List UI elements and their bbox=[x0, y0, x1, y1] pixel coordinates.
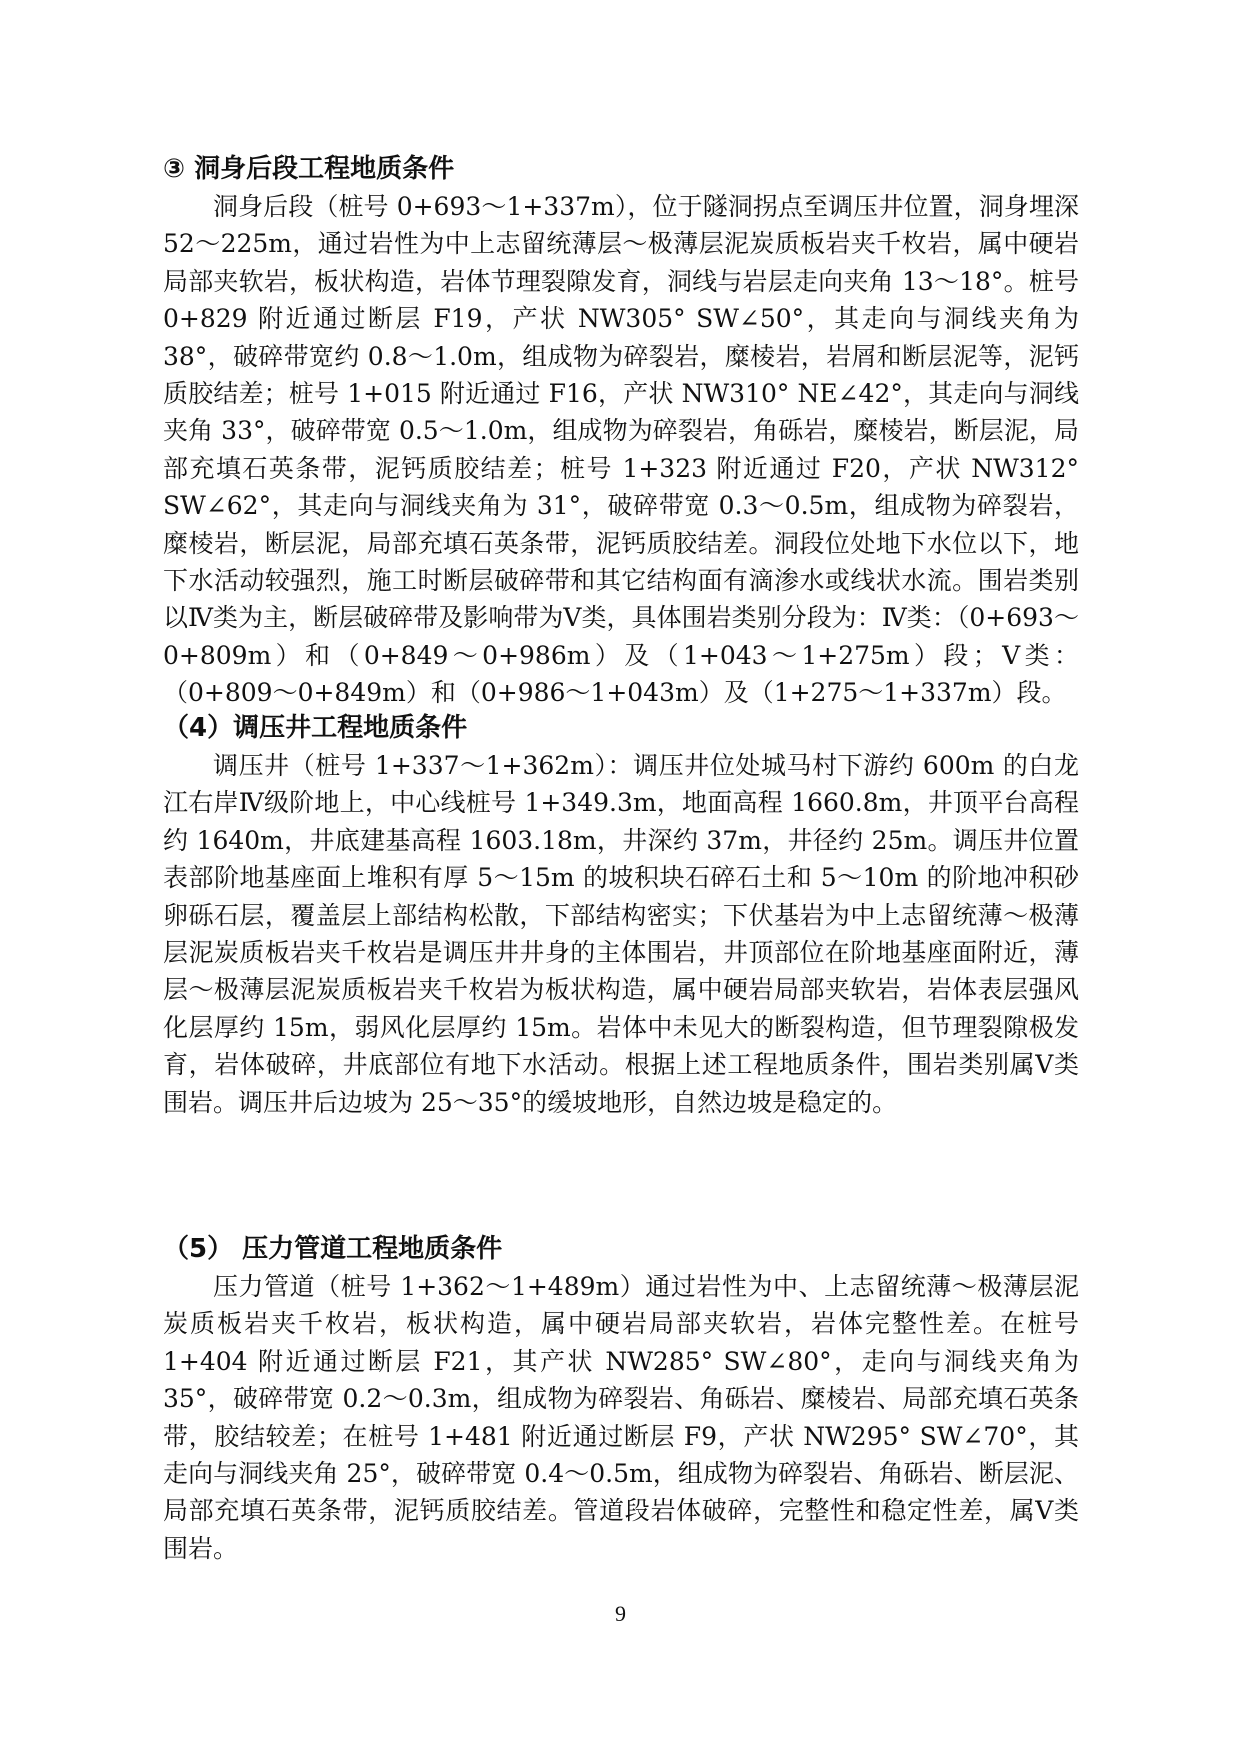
section-body-tunnel-rear: 洞身后段（桩号 0+693～1+337m），位于隧洞拐点至调压井位置，洞身埋深 52～225m，通过岩性为中上志留统薄层～极薄层泥炭质板岩夹千枚岩，属中硬岩局部夹软岩，板状构造，岩体节理裂隙发育，洞线与岩层走向夹角 13～18°。桩号 0+829 附近通过断层 F19，产状 NW305° SW∠50°，其走向与洞线夹角为 38°，破碎带宽约 0.8～1.0m，组成物为碎裂岩，糜棱岩，岩屑和断层泥等，泥钙质胶结差；桩号 1+015 附近通过 F16，产状 NW310° NE∠42°，其走向与洞线夹角 33°，破碎带宽 0.5～1.0m，组成物为碎裂岩，角砾岩，糜棱岩，断层泥，局部充填石英条带，泥钙质胶结差；桩号 1+323 附近通过 F20，产状 NW312° SW∠62°，其走向与洞线夹角为 31°，破碎带宽 0.3～0.5m，组成物为碎裂岩，糜棱岩，断层泥，局部充填石英条带，泥钙质胶结差。洞段位处地下水位以下，地下水活动较强烈，施工时断层破碎带和其它结构面有滴渗水或线状水流。围岩类别以Ⅳ类为主，断层破碎带及影响带为Ⅴ类，具体围岩类别分段为：Ⅳ类：（0+693～0+809m）和（0+849～0+986m）及（1+043～1+275m）段；Ⅴ类：（0+809～0+849m）和（0+986～1+043m）及（1+275～1+337m）段。 bbox=[163, 192, 1079, 708]
section-heading-penstock: （5） 压力管道工程地质条件 bbox=[163, 1234, 503, 1264]
page-number: 9 bbox=[615, 1601, 626, 1626]
section-heading-tunnel-rear: ③ 洞身后段工程地质条件 bbox=[163, 154, 455, 184]
section-heading-surge-shaft: （4）调压井工程地质条件 bbox=[163, 713, 468, 743]
section-body-penstock: 压力管道（桩号 1+362～1+489m）通过岩性为中、上志留统薄～极薄层泥炭质板岩夹千枚岩，板状构造，属中硬岩局部夹软岩，岩体完整性差。在桩号 1+404 附近通过断层 F21，其产状 NW285° SW∠80°，走向与洞线夹角为 35°，破碎带宽 0.2～0.3m，组成物为碎裂岩、角砾岩、糜棱岩、局部充填石英条带，胶结较差；在桩号 1+481 附近通过断层 F9，产状 NW295° SW∠70°，其走向与洞线夹角 25°，破碎带宽 0.4～0.5m，组成物为碎裂岩、角砾岩、断层泥、局部充填石英条带，泥钙质胶结差。管道段岩体破碎，完整性和稳定性差，属Ⅴ类围岩。 bbox=[163, 1272, 1079, 1563]
section-body-surge-shaft: 调压井（桩号 1+337～1+362m）：调压井位处城马村下游约 600m 的白龙江右岸Ⅳ级阶地上，中心线桩号 1+349.3m，地面高程 1660.8m，井顶平台高程约 1640m，井底建基高程 1603.18m，井深约 37m，井径约 25m。调压井位置表部阶地基座面上堆积有厚 5～15m 的坡积块石碎石土和 5～10m 的阶地冲积砂卵砾石层，覆盖层上部结构松散，下部结构密实；下伏基岩为中上志留统薄～极薄层泥炭质板岩夹千枚岩是调压井井身的主体围岩，井顶部位在阶地基座面附近，薄层～极薄层泥炭质板岩夹千枚岩为板状构造，属中硬岩局部夹软岩，岩体表层强风化层厚约 15m，弱风化层厚约 15m。岩体中未见大的断裂构造，但节理裂隙极发育，岩体破碎，井底部位有地下水活动。根据上述工程地质条件，围岩类别属Ⅴ类围岩。调压井后边坡为 25～35°的缓坡地形，自然边坡是稳定的。 bbox=[163, 751, 1079, 1117]
